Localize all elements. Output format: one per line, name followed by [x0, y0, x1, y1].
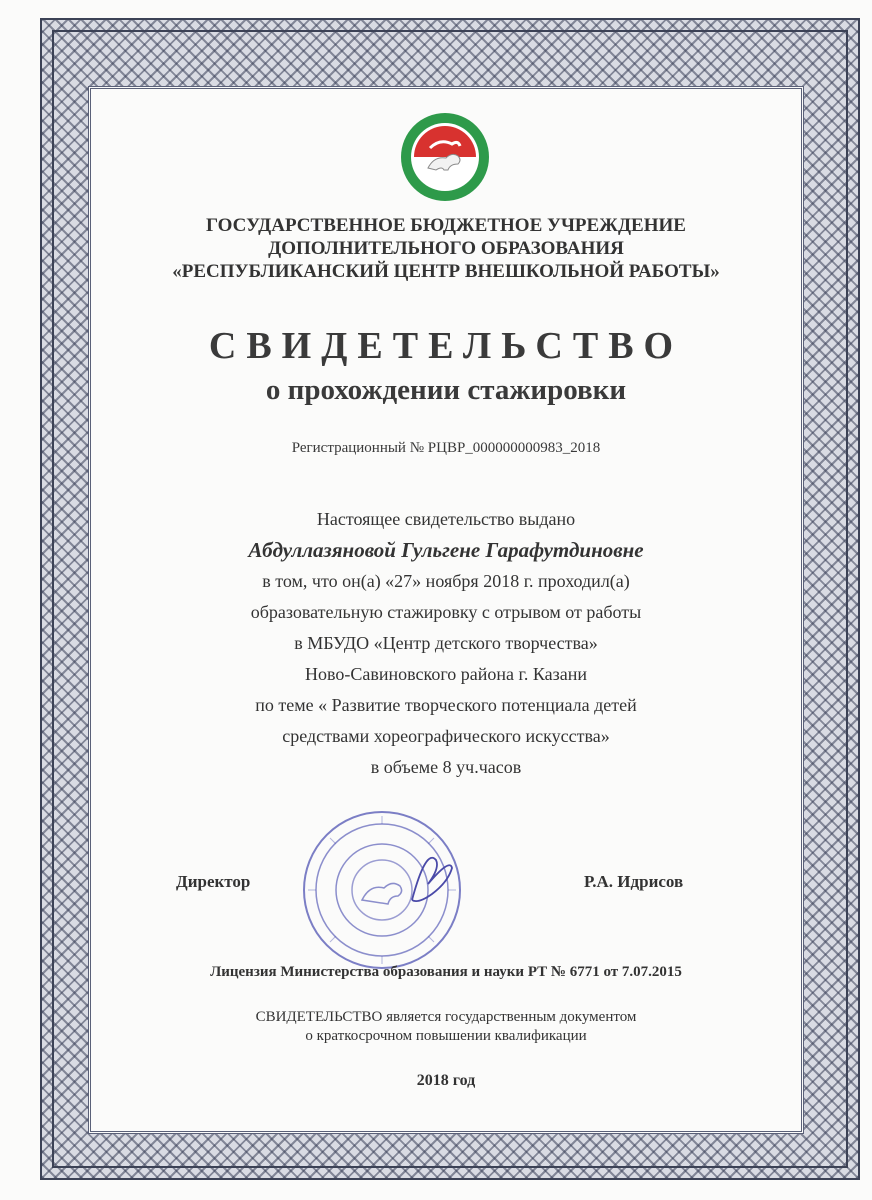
note-line-2: о краткосрочном повышении квалификации	[305, 1028, 587, 1044]
director-label: Директор	[176, 872, 251, 891]
body-line-6: Ново-Савиновского района г. Казани	[305, 664, 587, 684]
license-info: Лицензия Министерства образования и науки РТ № 6771 от 7.07.2015	[210, 964, 682, 980]
body-line-5: в МБУДО «Центр детского творчества»	[294, 633, 598, 653]
document-subtitle: о прохождении стажировки	[265, 374, 627, 406]
body-line-3: в том, что он(а) «27» ноября 2018 г. проходил(а)	[262, 571, 630, 591]
tatarstan-coat-of-arms-icon	[400, 112, 490, 202]
director-name: Р.А. Идрисов	[584, 872, 684, 891]
org-line-2: ДОПОЛНИТЕЛЬНОГО ОБРАЗОВАНИЯ	[268, 238, 624, 259]
body-line-1: Настоящее свидетельство выдано	[316, 509, 576, 529]
issuing-organization	[88, 214, 804, 283]
body-line-7: по теме « Развитие творческого потенциала детей	[255, 695, 637, 715]
official-seal-icon	[300, 808, 464, 972]
registration-number: Регистрационный № РЦВР_000000000983_2018	[291, 440, 601, 456]
document-title: СВИДЕТЕЛЬСТВО	[208, 325, 684, 367]
issue-year: 2018 год	[416, 1072, 476, 1089]
note-line-1: СВИДЕТЕЛЬСТВО является государственным документом	[255, 1009, 637, 1025]
body-line-4: образовательную стажировку с отрывом от работы	[250, 602, 642, 622]
org-line-1: ГОСУДАРСТВЕННОЕ БЮДЖЕТНОЕ УЧРЕЖДЕНИЕ	[206, 215, 686, 236]
body-line-8: средствами хореографического искусства»	[282, 726, 610, 746]
recipient-name: Абдуллазяновой Гульгене Гарафутдиновне	[248, 538, 644, 562]
org-line-3: «РЕСПУБЛИКАНСКИЙ ЦЕНТР ВНЕШКОЛЬНОЙ РАБОТЫ»	[172, 261, 720, 282]
certificate-note	[88, 1008, 804, 1046]
body-line-9: в объеме 8 уч.часов	[370, 757, 522, 777]
certificate-body	[88, 504, 804, 783]
